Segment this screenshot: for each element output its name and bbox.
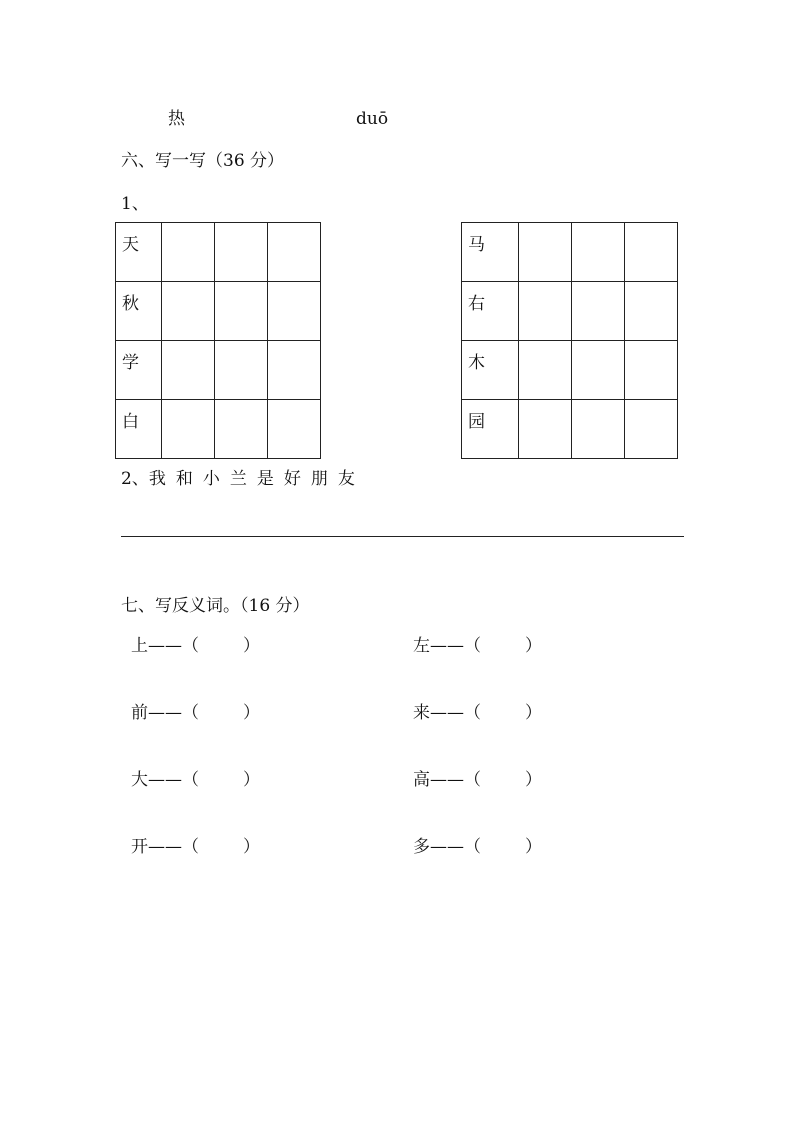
prompt-character: 马 [468, 235, 485, 255]
grid-cell-blank[interactable] [162, 341, 215, 400]
grid-cell-blank[interactable] [215, 223, 268, 282]
antonym-item [131, 636, 260, 656]
prompt-character: 白 [122, 412, 139, 432]
antonym-item [413, 703, 542, 723]
grid-row [462, 223, 678, 282]
grid-cell-blank[interactable] [625, 223, 678, 282]
close-paren: ） [243, 703, 260, 723]
grid-cell-blank[interactable] [572, 341, 625, 400]
prompt-character: 园 [468, 412, 485, 432]
grid-cell-blank[interactable] [268, 400, 321, 459]
grid-cell-blank[interactable] [162, 223, 215, 282]
right-writing-grid [461, 222, 678, 459]
open-paren: （ [464, 703, 481, 723]
dash: —— [148, 837, 182, 857]
top-pinyin: duō [356, 109, 389, 129]
top-character: 热 [168, 109, 185, 129]
question2-label: 2、 [121, 469, 149, 489]
grid-cell-blank[interactable] [162, 400, 215, 459]
antonym-word: 上 [131, 636, 148, 656]
dash: —— [148, 770, 182, 790]
grid-row [116, 400, 321, 459]
open-paren: （ [182, 703, 199, 723]
antonym-item [413, 770, 542, 790]
grid-cell-blank[interactable] [519, 282, 572, 341]
section6-heading: 六、写一写（36 分） [121, 151, 285, 171]
grid-cell-blank[interactable] [268, 223, 321, 282]
open-paren: （ [464, 636, 481, 656]
antonym-word: 开 [131, 837, 148, 857]
grid-cell-blank[interactable] [215, 341, 268, 400]
grid-cell-blank[interactable] [268, 282, 321, 341]
grid-cell-blank[interactable] [572, 400, 625, 459]
close-paren: ） [525, 636, 542, 656]
prompt-character: 天 [122, 235, 139, 255]
antonym-item [131, 770, 260, 790]
grid-cell-blank[interactable] [519, 400, 572, 459]
grid-cell-prompt [116, 341, 162, 400]
grid-cell-blank[interactable] [519, 341, 572, 400]
close-paren: ） [525, 837, 542, 857]
close-paren: ） [525, 703, 542, 723]
open-paren: （ [464, 770, 481, 790]
answer-line[interactable] [121, 536, 684, 537]
prompt-character: 木 [468, 353, 485, 373]
prompt-character: 秋 [122, 294, 139, 314]
grid-cell-blank[interactable] [519, 223, 572, 282]
prompt-character: 学 [122, 353, 139, 373]
close-paren: ） [243, 636, 260, 656]
grid-cell-blank[interactable] [625, 282, 678, 341]
antonym-item [413, 837, 542, 857]
grid-row [462, 341, 678, 400]
question2-sentence: 我和小兰是好朋友 [148, 469, 365, 489]
antonym-word: 大 [131, 770, 148, 790]
open-paren: （ [464, 837, 481, 857]
section7-heading: 七、写反义词。（16 分） [121, 596, 310, 616]
antonym-word: 左 [413, 636, 430, 656]
grid-cell-blank[interactable] [625, 341, 678, 400]
antonym-item [413, 636, 542, 656]
dash: —— [430, 837, 464, 857]
question1-label: 1、 [121, 194, 149, 214]
open-paren: （ [182, 770, 199, 790]
antonym-word: 多 [413, 837, 430, 857]
antonym-word: 前 [131, 703, 148, 723]
dash: —— [430, 636, 464, 656]
grid-row [462, 282, 678, 341]
open-paren: （ [182, 636, 199, 656]
grid-row [116, 282, 321, 341]
grid-row [116, 341, 321, 400]
antonym-word: 高 [413, 770, 430, 790]
dash: —— [430, 770, 464, 790]
grid-cell-prompt [462, 341, 519, 400]
open-paren: （ [182, 837, 199, 857]
grid-cell-prompt [116, 400, 162, 459]
close-paren: ） [525, 770, 542, 790]
prompt-character: 右 [468, 294, 485, 314]
antonym-word: 来 [413, 703, 430, 723]
grid-cell-blank[interactable] [268, 341, 321, 400]
grid-row [116, 223, 321, 282]
question2-prompt [121, 469, 365, 489]
close-paren: ） [243, 770, 260, 790]
left-writing-grid [115, 222, 321, 459]
grid-cell-blank[interactable] [572, 282, 625, 341]
grid-cell-blank[interactable] [215, 282, 268, 341]
close-paren: ） [243, 837, 260, 857]
grid-cell-blank[interactable] [625, 400, 678, 459]
grid-cell-prompt [462, 282, 519, 341]
grid-cell-blank[interactable] [162, 282, 215, 341]
antonym-item [131, 703, 260, 723]
antonym-item [131, 837, 260, 857]
grid-cell-prompt [116, 223, 162, 282]
grid-cell-blank[interactable] [215, 400, 268, 459]
grid-cell-blank[interactable] [572, 223, 625, 282]
grid-cell-prompt [462, 400, 519, 459]
grid-cell-prompt [116, 282, 162, 341]
dash: —— [148, 636, 182, 656]
grid-cell-prompt [462, 223, 519, 282]
dash: —— [148, 703, 182, 723]
dash: —— [430, 703, 464, 723]
grid-row [462, 400, 678, 459]
